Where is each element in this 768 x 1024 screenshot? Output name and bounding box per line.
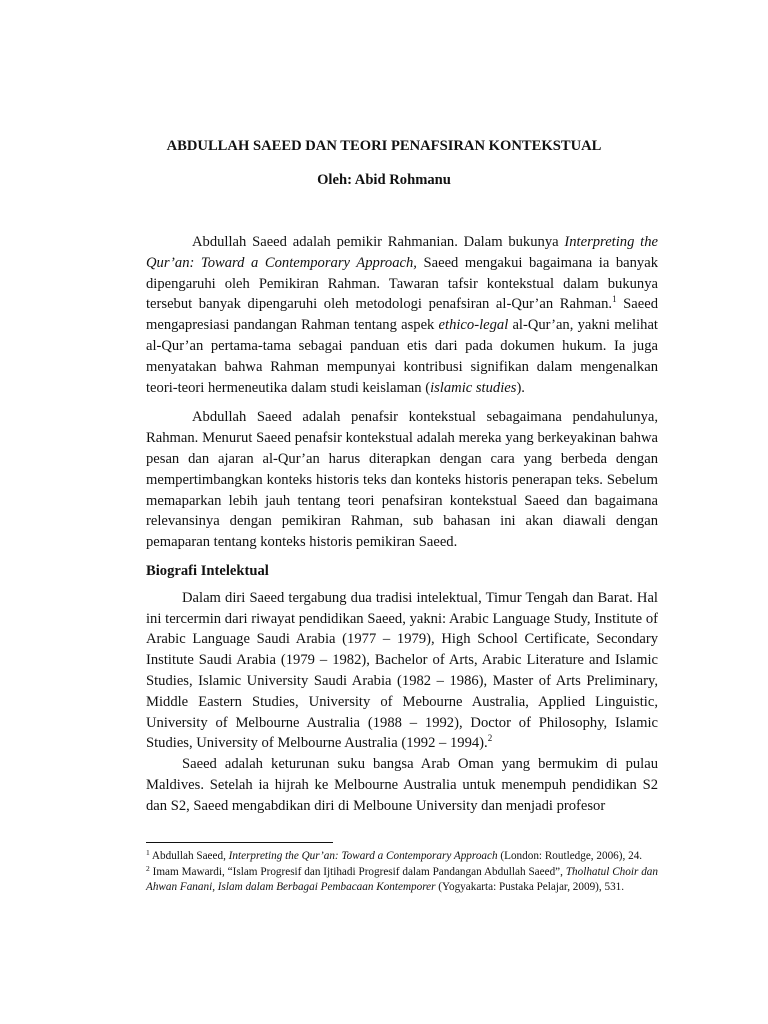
paragraph-background: Saeed adalah keturunan suku bangsa Arab Oman yang bermukim di pulau Maldives. Setelah ia hijrah ke Melbourne Australia untuk menempuh pendidikan S2 dan S2, Saeed mengabdikan diri di Melboune University dan menjadi profesor xyxy=(146,756,658,814)
footnote-2: $^2$ Imam Mawardi, “Islam Progresif dan Ijtihadi Progresif dalam Pandangan Abdullah Saeed”, Tholhatul Choir dan Ahwan Fanani, Islam dalam Berbagai Pembacaan Kontemporer (Yogyakarta: Pustaka Pelajar, 2009), 531. xyxy=(146,863,658,893)
page-title: ABDULLAH SAEED DAN TEORI PENAFSIRAN KONTEKSTUAL xyxy=(166,138,602,154)
paragraph-intro: Abdullah Saeed adalah pemikir Rahmanian. Dalam bukunya Interpreting the Qur’an: Toward a Contemporary Approach, Saeed mengakui bagaimana ia banyak dipengaruhi oleh Pemikiran Rahman. Tawaran tafsir kontekstual dalam bukunya tersebut banyak dipengaruhi oleh metodologi penafsiran al-Qur’an Rahman.$^1$ Saeed mengapresiasi pandangan Rahman tentang aspek ethico-legal al-Qur’an, yakni melihat al-Qur’an pertama-tama sebagai panduan etis dari pada dokumen hukum. Ia juga menyatakan bahwa Rahman mempunyai kontribusi signifikan dalam mengenalkan teori-teori hermeneutika dalam studi keislaman (islamic studies). xyxy=(146,234,658,396)
term-ethico-legal: ethico-legal xyxy=(438,317,509,334)
book-title: Interpreting the Qur’an: Toward a Contemporary Approach, xyxy=(146,234,658,271)
term-islamic-studies: islamic studies xyxy=(430,379,517,396)
footnote-1: $^1$ Abdullah Saeed, Interpreting the Qur’an: Toward a Contemporary Approach (London: Routledge, 2006), 24. xyxy=(146,848,643,862)
paragraph-contextual: Abdullah Saeed adalah penafsir kontekstual sebagaimana pendahulunya, Rahman. Menurut Saeed penafsir kontekstual adalah mereka yang berkeyakinan bahwa pesan dan ajaran al-Qur’an harus diterapkan dengan cara yang berbeda dengan mempertimbangkan konteks historis teks dan konteks historis penerapan teks. Sebelum memaparkan lebih jauh tentang teori penafsiran kontekstual Saeed dan bagaimana relevansinya dengan pemikiran Rahman, sub bahasan ini akan diawali dengan pemaparan tentang konteks historis pemikiran Saeed. xyxy=(146,409,658,551)
section-heading: Biografi Intelektual xyxy=(146,562,269,579)
body-text xyxy=(146,232,658,817)
footnotes xyxy=(146,849,658,895)
footnote-divider xyxy=(146,842,333,843)
footnote-ref-2[interactable]: 2 xyxy=(487,733,493,744)
footnote-ref-1[interactable]: 1 xyxy=(612,294,617,305)
author-line: Oleh: Abid Rohmanu xyxy=(317,172,451,188)
paragraph-education: Dalam diri Saeed tergabung dua tradisi intelektual, Timur Tengah dan Barat. Hal ini tercermin dari riwayat pendidikan Saeed, yakni: Arabic Language Study, Institute of Arabic Language Saudi Arabia (1977 – 1979), High School Certificate, Secondary Institute Saudi Arabia (1979 – 1982), Bachelor of Arts, Arabic Literature and Islamic Studies, Islamic University Saudi Arabia (1982 – 1986), Master of Arts Preliminary, Middle Eastern Studies, University of Mebourne Australia, Applied Linguistic, University of Melbourne Australia (1988 – 1992), Doctor of Philosophy, Islamic Studies, University of Melbourne Australia (1992 – 1994).$^2$ xyxy=(146,589,658,752)
